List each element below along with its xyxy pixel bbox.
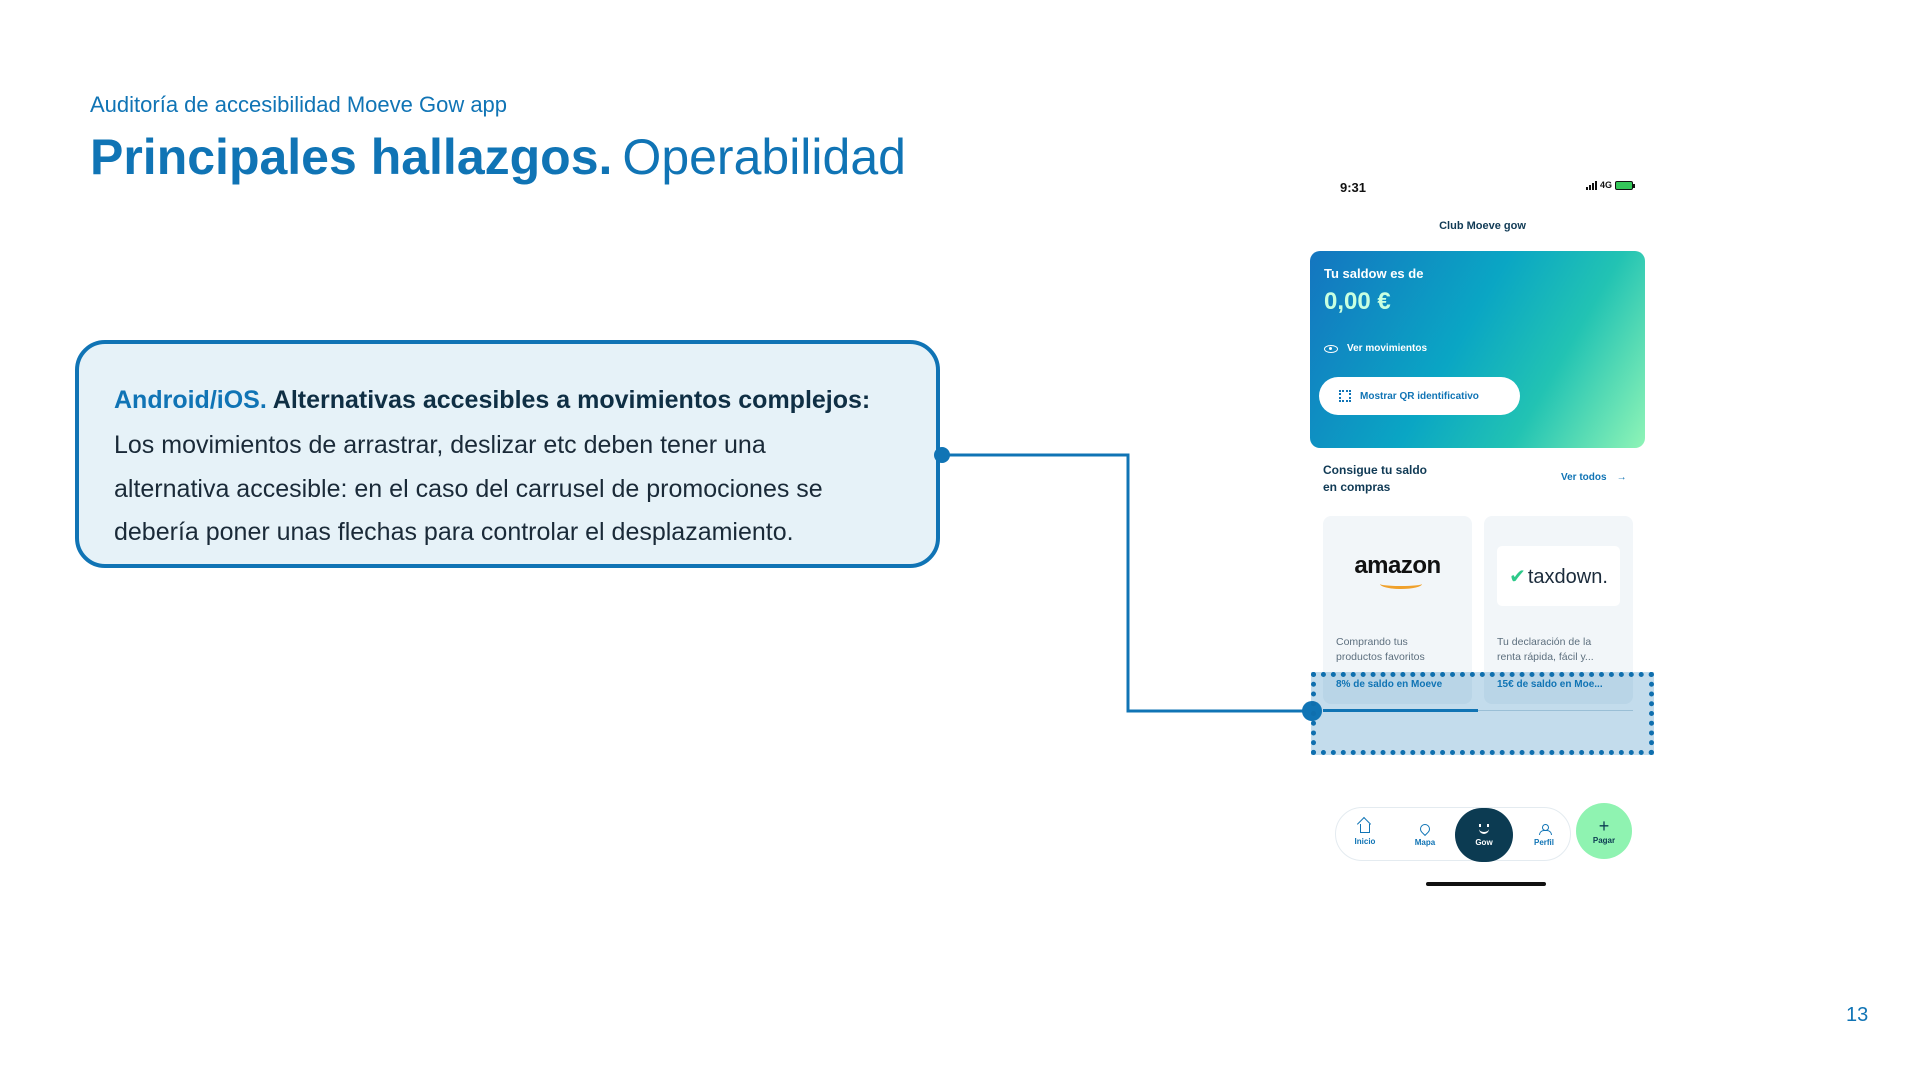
- map-pin-icon: [1418, 821, 1432, 835]
- callout-topic: Alternativas accesibles a movimientos complejos:: [272, 386, 871, 414]
- callout-line: Los movimientos de arrastrar, deslizar etc deben tener una: [114, 431, 766, 459]
- slide-title: [90, 128, 906, 186]
- battery-icon: [1615, 181, 1633, 190]
- tab-mapa[interactable]: [1398, 808, 1452, 862]
- qr-button[interactable]: [1319, 377, 1520, 415]
- amazon-smile-icon: [1380, 579, 1422, 589]
- see-all-label: Ver todos: [1561, 472, 1607, 483]
- home-indicator: [1426, 882, 1546, 886]
- phone-screenshot: [1310, 170, 1655, 890]
- connector-path: [942, 455, 1312, 711]
- check-icon: ✔: [1509, 566, 1526, 588]
- user-icon: [1539, 824, 1550, 834]
- promos-heading: [1323, 462, 1473, 496]
- callout-body: [114, 424, 902, 555]
- tab-perfil[interactable]: [1517, 808, 1571, 862]
- screen-title: Club Moeve gow: [1439, 220, 1526, 232]
- see-all-link[interactable]: [1561, 472, 1627, 483]
- callout-heading: [114, 382, 902, 418]
- title-light: Operabilidad: [622, 129, 906, 185]
- promo-tag: 8% de saldo en Moeve: [1336, 679, 1443, 690]
- amazon-logo: amazon: [1354, 552, 1441, 579]
- taxdown-logo: [1497, 564, 1620, 589]
- promo-tag: 15€ de saldo en Moe...: [1497, 679, 1603, 690]
- tab-gow[interactable]: [1455, 808, 1513, 862]
- tab-inicio[interactable]: [1338, 808, 1392, 862]
- pay-label: Pagar: [1592, 836, 1616, 845]
- tab-label: Perfil: [1533, 837, 1554, 847]
- callout-line: alternativa accesible: en el caso del carrusel de promociones se: [114, 474, 823, 503]
- balance-card: [1310, 251, 1645, 448]
- promos-heading-line: en compras: [1323, 480, 1391, 494]
- balance-value: 0,00 €: [1324, 288, 1391, 315]
- eye-icon: [1324, 345, 1338, 353]
- page-number: 13: [1846, 1004, 1869, 1026]
- movements-label: Ver movimientos: [1347, 343, 1428, 354]
- qr-icon: [1339, 390, 1351, 402]
- network-label: 4G: [1599, 180, 1612, 190]
- smile-icon: [1478, 824, 1490, 834]
- slide-subtitle: Auditoría de accesibilidad Moeve Gow app: [90, 92, 508, 117]
- tab-label: Inicio: [1354, 837, 1376, 846]
- status-icons: [1586, 180, 1633, 190]
- qr-button-label: Mostrar QR identificativo: [1360, 390, 1479, 402]
- callout-platform: Android/iOS.: [114, 386, 267, 414]
- promo-desc: productos favoritos: [1336, 651, 1425, 663]
- promo-desc: Comprando tus: [1336, 636, 1408, 648]
- promos-heading-line: Consigue tu saldo: [1323, 463, 1428, 477]
- logo-box: [1497, 546, 1620, 606]
- tab-label: Gow: [1475, 837, 1493, 847]
- home-icon: [1360, 824, 1370, 833]
- arrow-right-icon: →: [1616, 472, 1627, 483]
- pay-button[interactable]: [1576, 803, 1632, 859]
- promo-desc: Tu declaración de la: [1497, 636, 1592, 648]
- balance-label: Tu saldow es de: [1324, 266, 1424, 281]
- status-time: 9:31: [1340, 180, 1367, 195]
- tab-bar: [1335, 807, 1571, 861]
- callout-line: debería poner unas flechas para controlar el desplazamiento.: [114, 518, 794, 546]
- tab-label: Mapa: [1414, 837, 1436, 847]
- signal-icon: [1586, 180, 1597, 190]
- promo-desc: renta rápida, fácil y...: [1497, 651, 1594, 663]
- title-bold: Principales hallazgos.: [90, 129, 613, 185]
- movements-link[interactable]: [1324, 343, 1427, 354]
- carousel-highlight: [1311, 672, 1654, 755]
- finding-callout: [75, 340, 940, 568]
- taxdown-logo-text: taxdown.: [1527, 566, 1608, 588]
- plus-icon: +: [1598, 816, 1610, 836]
